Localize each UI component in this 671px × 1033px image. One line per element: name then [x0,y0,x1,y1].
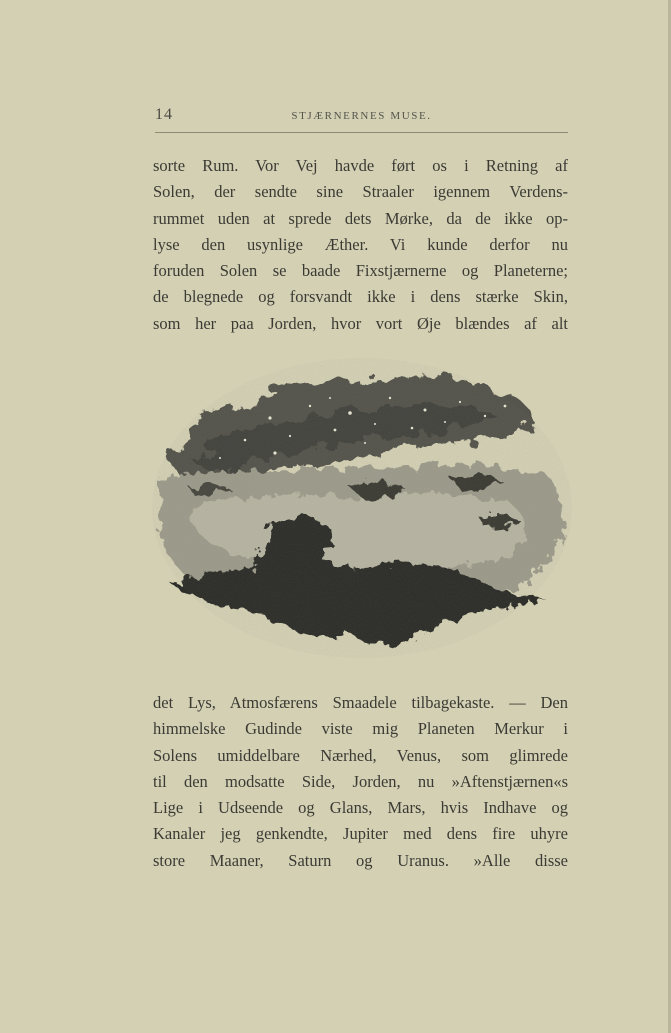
paragraph-after-illustration [153,690,568,874]
text-line: foruden Solen se baade Fixstjærnerne og Planeterne; [153,261,568,281]
text-line: Solen, der sendte sine Straaler igennem Verdens- [153,182,568,202]
running-title: STJÆRNERNES MUSE. [291,110,432,122]
page-header [155,106,568,133]
text-line: store Maaner, Saturn og Uranus. »Alle disse [153,850,568,870]
text-line: som her paa Jorden, hvor vort Øje blændes af alt [153,313,568,333]
text-line: det Lys, Atmosfærens Smaadele tilbagekaste. — Den [153,693,568,712]
text-line: sorte Rum. Vor Vej havde ført os i Retning af [153,156,568,175]
text-line: himmelske Gudinde viste mig Planeten Merkur i [153,719,568,739]
text-line: rummet uden at sprede dets Mørke, da de ikke op- [153,208,568,228]
page-number: 14 [155,106,173,123]
text-line: de blegnede og forsvandt ikke i dens stærke Skin, [153,287,568,307]
starry-sky-illustration [150,358,575,678]
illustration-grain [150,358,575,678]
text-line: Kanaler jeg genkendte, Jupiter med dens fire uhyre [153,824,568,844]
text-line: til den modsatte Side, Jorden, nu »Aftenstjærnen«s [153,771,568,791]
paragraph-before-illustration [153,153,568,337]
text-line: Solens umiddelbare Nærhed, Venus, som glimrede [153,745,568,765]
text-line: lyse den usynlige Æther. Vi kunde derfor nu [153,234,568,254]
text-line: Lige i Udseende og Glans, Mars, hvis Indhave og [153,798,568,818]
